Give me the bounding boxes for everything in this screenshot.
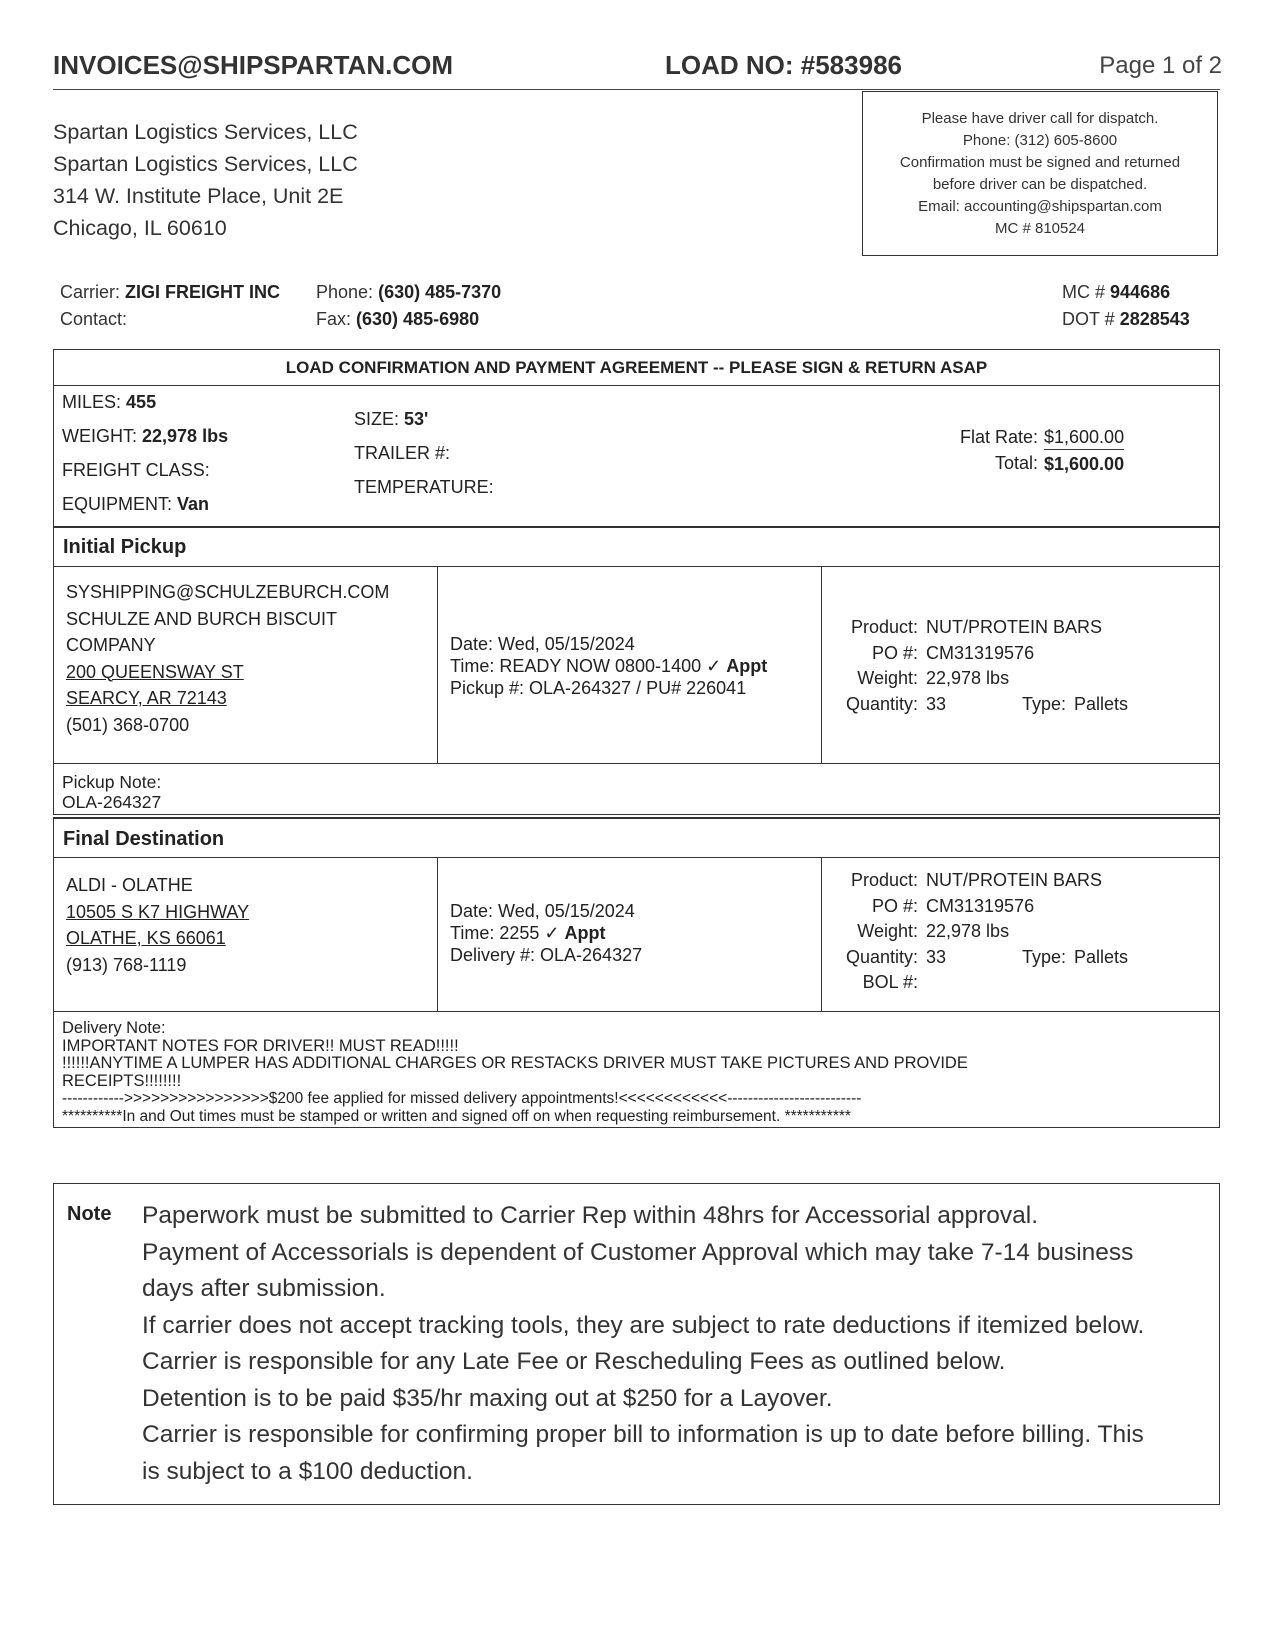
bol-label: BOL #: <box>862 972 918 992</box>
dispatch-line: Confirmation must be signed and returned <box>899 154 1181 171</box>
dispatch-line: Please have driver call for dispatch. <box>921 110 1159 127</box>
weight-label: WEIGHT: <box>62 426 137 446</box>
delivery-note-line: **********In and Out times must be stamped or written and signed off on when requesting reimbursement. *********** <box>62 1107 851 1125</box>
terms-line: Payment of Accessorials is dependent of Customer Approval which may take 7-14 business <box>142 1238 1134 1266</box>
pickup-note <box>53 763 1220 815</box>
miles-label: MILES: <box>62 392 122 412</box>
pickup-phone: (501) 368-0700 <box>66 714 190 735</box>
pickup-po-row <box>822 641 1218 667</box>
pickup-time: Time: READY NOW 0800-1400 ✓ <box>450 656 722 676</box>
pickup-product-value: NUT/PROTEIN BARS <box>926 617 1103 637</box>
delivery-qty-row <box>822 945 1218 971</box>
flat-rate-label: Flat Rate: <box>959 427 1038 447</box>
dispatch-line: MC # 810524 <box>994 220 1086 237</box>
equipment-value: Van <box>177 494 210 514</box>
trailer-label: TRAILER #: <box>354 443 451 463</box>
quantity-label: Quantity: <box>845 693 918 714</box>
pickup-schedule <box>438 567 822 763</box>
weight-value: 22,978 lbs <box>142 426 229 446</box>
carrier-dot: 2828543 <box>1119 309 1190 329</box>
terms-line: Carrier is responsible for confirming proper bill to information is up to date before billing. This <box>142 1421 1144 1448</box>
pickup-ref: Pickup #: OLA-264327 / PU# 226041 <box>450 678 747 698</box>
terms-line: If carrier does not accept tracking tools, they are subject to rate deductions if itemized below. <box>142 1311 1145 1339</box>
size-value: 53' <box>404 409 429 429</box>
pickup-details <box>53 566 1220 764</box>
load-info-section <box>53 386 1220 528</box>
broker-line: 314 W. Institute Place, Unit 2E <box>53 184 344 208</box>
delivery-weight-row <box>822 919 1218 945</box>
delivery-note-line: IMPORTANT NOTES FOR DRIVER!! MUST READ!!!!! <box>62 1036 459 1055</box>
delivery-note <box>53 1011 1220 1128</box>
carrier-name: ZIGI FREIGHT INC <box>125 282 281 302</box>
carrier-fax: (630) 485-6980 <box>356 309 480 329</box>
delivery-qty-value: 33 <box>926 946 947 967</box>
pickup-date: Date: Wed, 05/15/2024 <box>450 634 635 654</box>
carrier-fax-row <box>316 309 479 330</box>
delivery-product <box>822 858 1218 1011</box>
delivery-note-line: RECEIPTS!!!!!!!! <box>62 1071 182 1090</box>
pickup-street-link[interactable]: 200 QUEENSWAY ST <box>66 661 244 682</box>
delivery-ref: Delivery #: OLA-264327 <box>450 945 643 965</box>
terms-note-box <box>53 1183 1220 1505</box>
type-label: Type: <box>1022 946 1067 967</box>
pickup-location <box>54 567 438 763</box>
pickup-appt: Appt <box>726 656 768 676</box>
product-label: Product: <box>850 617 918 637</box>
dispatch-line: Email: accounting@shipspartan.com <box>918 198 1162 215</box>
carrier-mc-row <box>1062 282 1170 303</box>
total-value: $1,600.00 <box>1044 454 1125 474</box>
total-label: Total: <box>994 453 1038 473</box>
delivery-appt: Appt <box>564 923 606 943</box>
delivery-product-row <box>822 868 1218 894</box>
dispatch-info-box <box>862 91 1218 256</box>
contact-label: Contact: <box>60 309 128 329</box>
carrier-mc: 944686 <box>1110 282 1171 302</box>
delivery-time: Time: 2255 ✓ <box>450 923 560 943</box>
equipment-row <box>62 494 209 515</box>
dot-label: DOT # <box>1062 309 1115 329</box>
delivery-note-label: Delivery Note: <box>62 1019 166 1037</box>
temperature-label: TEMPERATURE: <box>354 477 494 497</box>
terms-line: Paperwork must be submitted to Carrier Rep within 48hrs for Accessorial approval. <box>142 1202 1038 1229</box>
pickup-product-row <box>822 615 1218 641</box>
fax-label: Fax: <box>316 309 352 329</box>
pickup-po-value: CM31319576 <box>926 642 1035 663</box>
delivery-po-row <box>822 894 1218 920</box>
miles-row <box>62 392 156 413</box>
note-label: Note <box>67 1203 112 1225</box>
delivery-note-line: ------------>>>>>>>>>>>>>>>>$200 fee applied for missed delivery appointments!<<<<<<<<<<<<-------------------------- <box>62 1090 862 1107</box>
terms-line: Detention is to be paid $35/hr maxing out at $250 for a Layover. <box>142 1384 833 1412</box>
broker-line: Spartan Logistics Services, LLC <box>53 152 358 176</box>
carrier-name-row <box>60 282 280 303</box>
weight-label: Weight: <box>857 921 918 941</box>
pickup-weight-value: 22,978 lbs <box>926 668 1010 688</box>
page-indicator: Page 1 of 2 <box>1099 52 1222 79</box>
delivery-schedule <box>438 858 822 1011</box>
type-label: Type: <box>1022 693 1067 714</box>
delivery-product-value: NUT/PROTEIN BARS <box>926 870 1103 890</box>
equipment-label: EQUIPMENT: <box>62 494 173 514</box>
agreement-title: LOAD CONFIRMATION AND PAYMENT AGREEMENT -- PLEASE SIGN & RETURN ASAP <box>53 349 1220 386</box>
quantity-label: Quantity: <box>845 946 918 967</box>
po-label: PO #: <box>871 642 918 663</box>
dispatch-line: before driver can be dispatched. <box>932 176 1148 193</box>
pickup-product <box>822 567 1218 763</box>
pickup-qty-value: 33 <box>926 693 947 714</box>
delivery-time-row <box>450 922 821 944</box>
header-email: INVOICES@SHIPSPARTAN.COM <box>53 50 453 80</box>
carrier-phone: (630) 485-7370 <box>378 282 502 302</box>
terms-line: is subject to a $100 deduction. <box>142 1457 473 1485</box>
pickup-email: SYSHIPPING@SCHULZEBURCH.COM <box>66 582 390 602</box>
size-row <box>354 409 428 430</box>
pickup-name-line: COMPANY <box>66 635 156 655</box>
size-label: SIZE: <box>354 409 400 429</box>
pickup-note-text: OLA-264327 <box>62 792 162 812</box>
delivery-type-value: Pallets <box>1074 946 1129 967</box>
terms-line: Carrier is responsible for any Late Fee or Rescheduling Fees as outlined below. <box>142 1348 1006 1375</box>
pickup-type-value: Pallets <box>1074 693 1129 714</box>
delivery-location <box>54 858 438 1011</box>
carrier-phone-row <box>316 282 501 303</box>
pickup-weight-row <box>822 666 1218 692</box>
weight-label: Weight: <box>857 668 918 688</box>
delivery-bol-row <box>822 970 1218 996</box>
mc-label: MC # <box>1062 282 1106 302</box>
delivery-note-line: !!!!!!ANYTIME A LUMPER HAS ADDITIONAL CHARGES OR RESTACKS DRIVER MUST TAKE PICTURES AND PROVIDE <box>62 1054 968 1072</box>
pickup-city-link[interactable]: SEARCY, AR 72143 <box>66 688 227 708</box>
broker-line: Chicago, IL 60610 <box>53 216 227 240</box>
pickup-section-title: Initial Pickup <box>53 526 1220 567</box>
delivery-name: ALDI - OLATHE <box>66 875 193 895</box>
header-divider <box>53 89 1220 90</box>
dispatch-line: Phone: (312) 605-8600 <box>962 132 1118 149</box>
phone-label: Phone: <box>316 282 374 302</box>
po-label: PO #: <box>871 895 918 916</box>
pickup-qty-row <box>822 692 1218 718</box>
broker-address <box>53 116 358 244</box>
pickup-time-row <box>450 655 821 677</box>
delivery-street-link[interactable]: 10505 S K7 HIGHWAY <box>66 901 250 922</box>
terms-list <box>142 1198 1144 1490</box>
delivery-po-value: CM31319576 <box>926 895 1035 916</box>
carrier-dot-row <box>1062 309 1190 330</box>
pickup-note-label: Pickup Note: <box>62 772 162 792</box>
delivery-section-title: Final Destination <box>53 817 1220 858</box>
delivery-phone: (913) 768-1119 <box>66 954 187 975</box>
miles-value: 455 <box>126 392 157 412</box>
broker-line: Spartan Logistics Services, LLC <box>53 120 358 144</box>
freight-class-label: FREIGHT CLASS: <box>62 460 210 480</box>
delivery-weight-value: 22,978 lbs <box>926 921 1010 941</box>
product-label: Product: <box>850 870 918 890</box>
terms-line: days after submission. <box>142 1275 386 1302</box>
delivery-date: Date: Wed, 05/15/2024 <box>450 901 635 921</box>
weight-row <box>62 426 228 447</box>
flat-rate-value: $1,600.00 <box>1044 427 1124 450</box>
load-number: LOAD NO: #583986 <box>665 50 902 80</box>
delivery-details <box>53 857 1220 1012</box>
delivery-city-link[interactable]: OLATHE, KS 66061 <box>66 928 226 948</box>
pickup-name-line: SCHULZE AND BURCH BISCUIT <box>66 608 338 629</box>
carrier-label: Carrier: <box>60 282 121 302</box>
